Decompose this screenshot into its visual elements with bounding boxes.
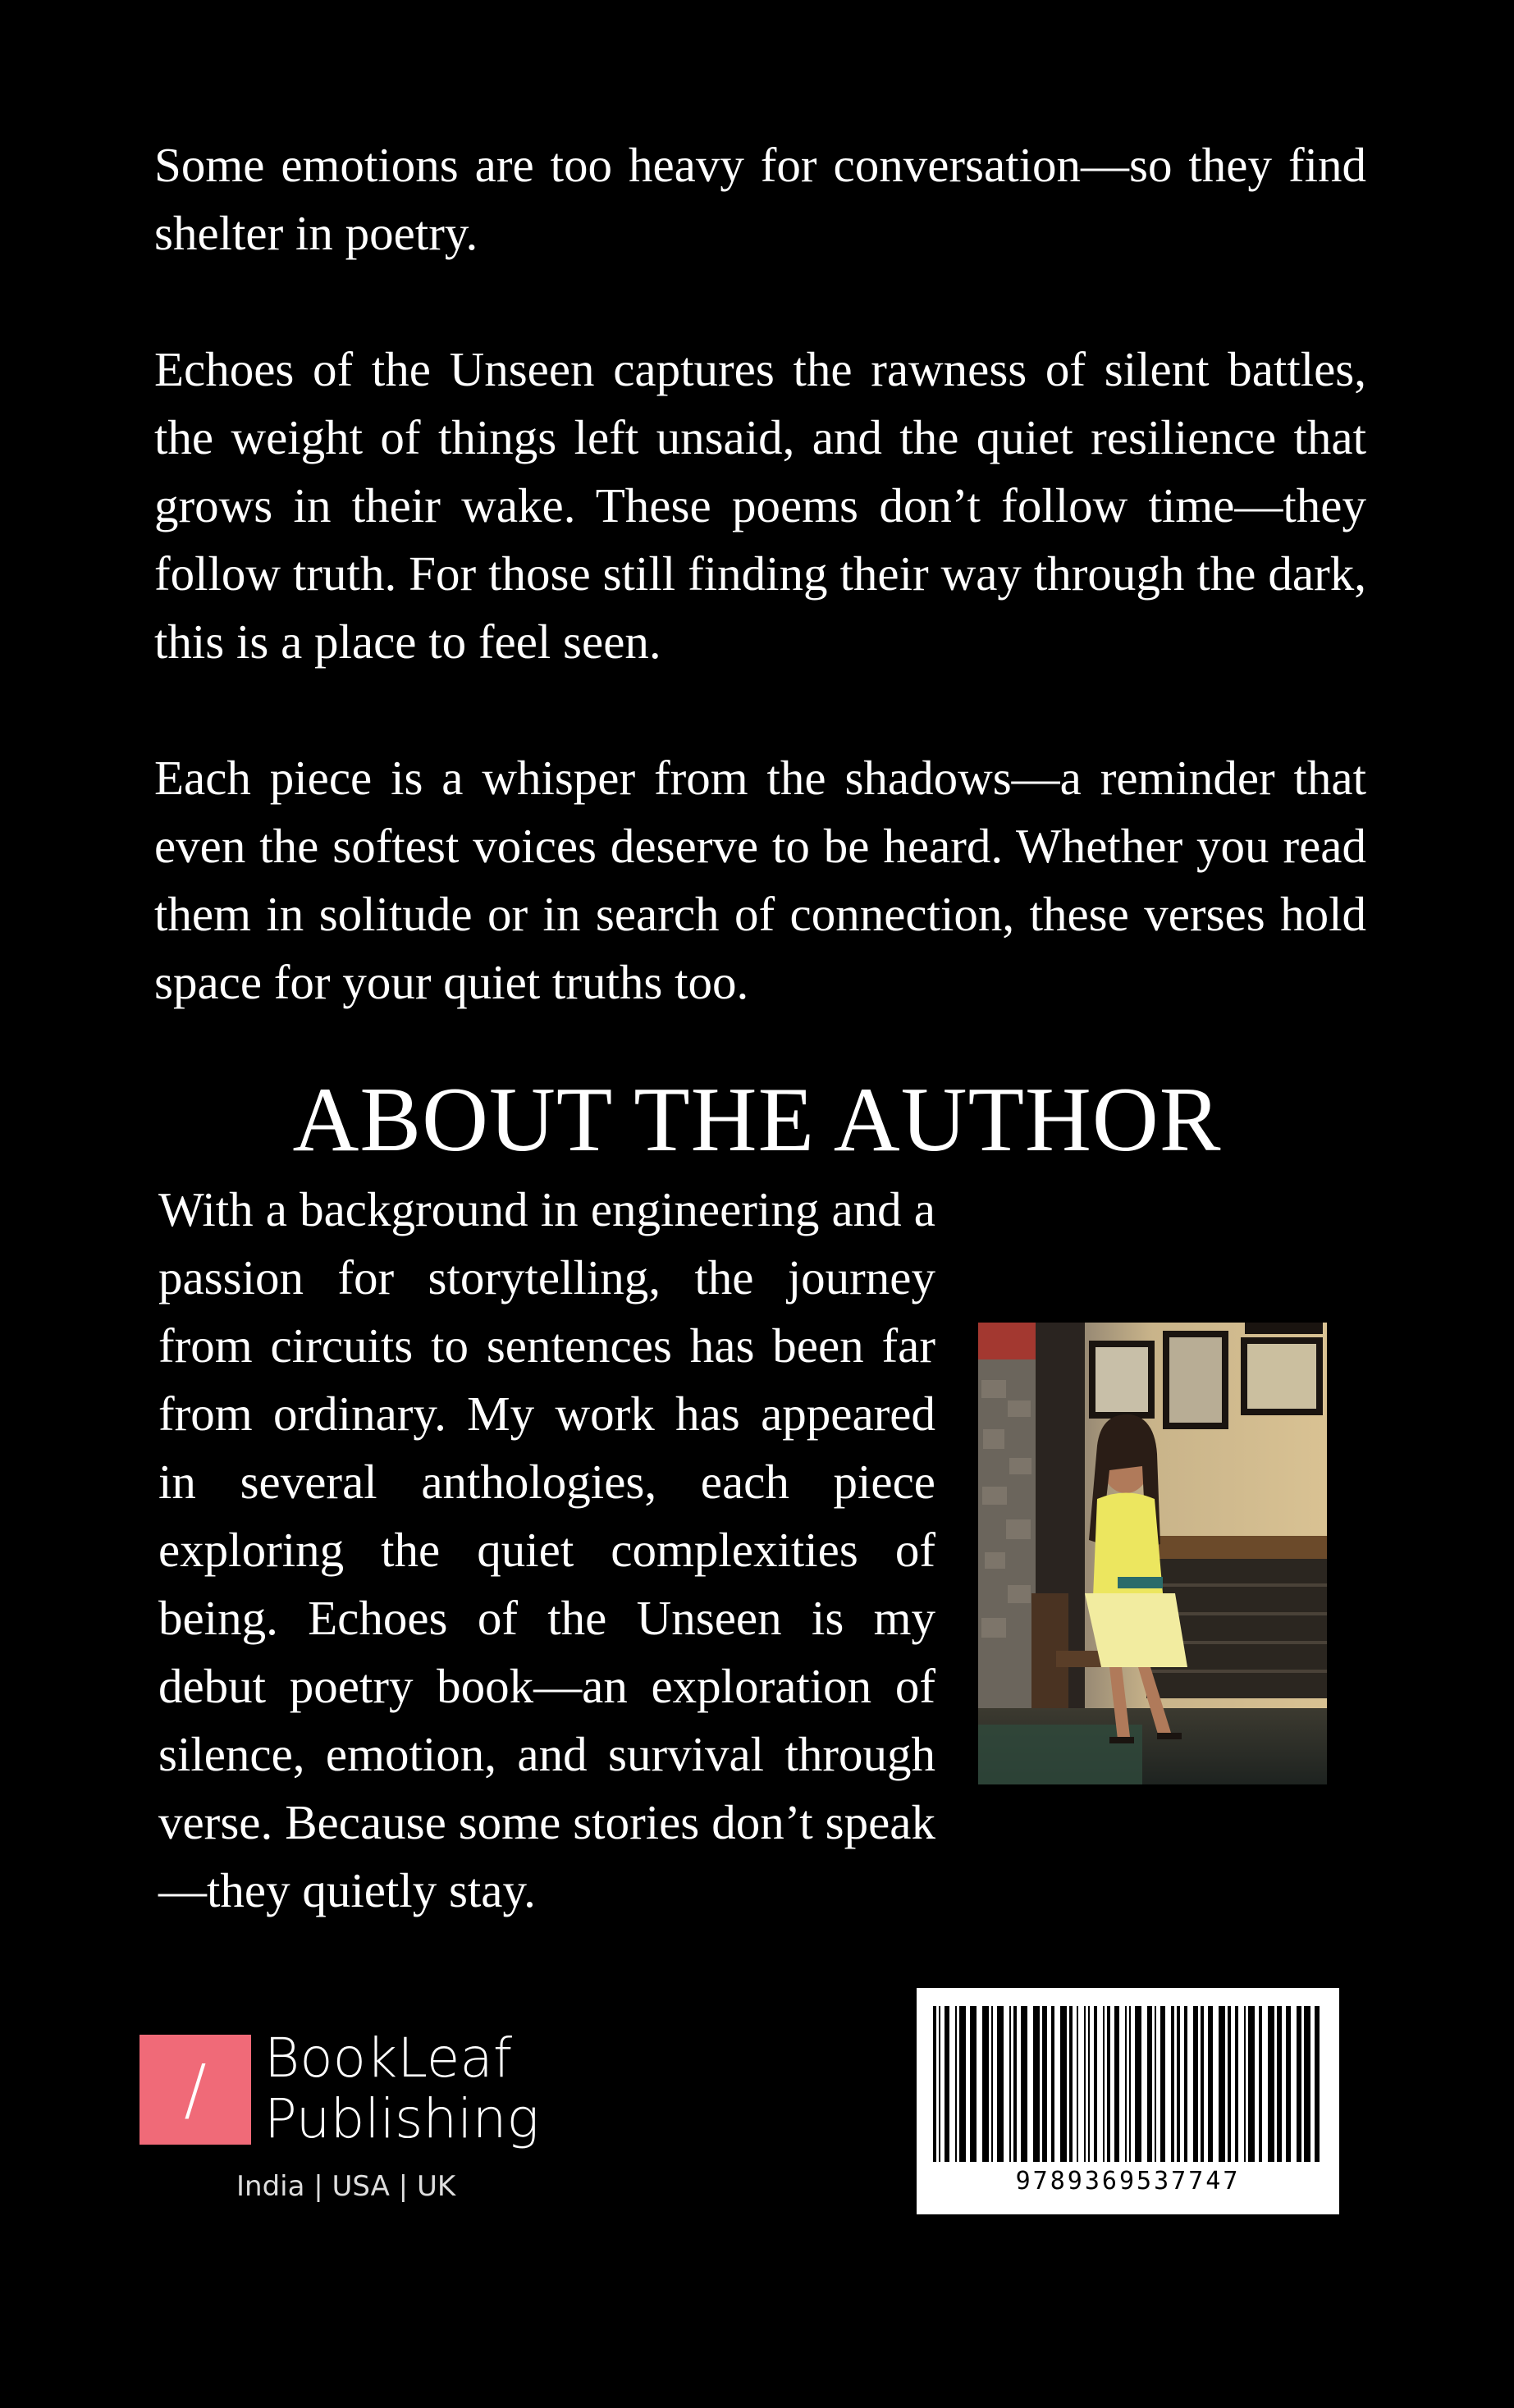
barcode-bars [933, 2006, 1323, 2162]
barcode-bar [1051, 2006, 1054, 2162]
barcode-bar [1208, 2006, 1213, 2162]
barcode-bar [1114, 2006, 1119, 2162]
barcode-bar [933, 2006, 936, 2162]
barcode-bar [1244, 2006, 1246, 2162]
barcode-bar [1077, 2006, 1078, 2162]
author-photo-illustration [978, 1323, 1327, 1784]
publisher-logo-mark [140, 2035, 251, 2145]
barcode-bar [1155, 2006, 1156, 2162]
barcode-bar [1084, 2006, 1086, 2162]
logo-slash: / [184, 2050, 207, 2129]
barcode-bar [991, 2006, 993, 2162]
barcode-bar [939, 2006, 940, 2162]
author-photo [978, 1323, 1327, 1784]
blurb-paragraph-3: Each piece is a whisper from the shadows—a reminder that even the softest voices deserve to be heard. Whether you read them in solitude or in search of connection, these verses hold space for your quiet truths too. [154, 751, 1366, 1009]
barcode-bar [1235, 2006, 1238, 2162]
barcode-bar [1069, 2006, 1073, 2162]
barcode-bar [1201, 2006, 1204, 2162]
barcode-bar [1315, 2006, 1320, 2162]
barcode-bar [1021, 2006, 1027, 2162]
barcode-bar [1147, 2006, 1152, 2162]
barcode-bar [1135, 2006, 1141, 2162]
publisher-name [264, 2028, 539, 2150]
barcode-bar [1042, 2006, 1047, 2162]
barcode-bar [955, 2006, 957, 2162]
barcode-bar [970, 2006, 977, 2162]
barcode-bar [1304, 2006, 1310, 2162]
barcode-bar [1268, 2006, 1274, 2162]
barcode-bar [997, 2006, 1004, 2162]
barcode-bar [1013, 2006, 1017, 2162]
barcode-bar [1103, 2006, 1105, 2162]
barcode-bar [1060, 2006, 1067, 2162]
barcode-bar [945, 2006, 949, 2162]
barcode-bar [1129, 2006, 1131, 2162]
author-bio: With a background in engineering and a passion for storytelling, the journey from circuits to sentences has been far from ordinary. My work has appeared in several anthologies, each piece exploring the quiet complexities of being. Echoes of the Unseen is my debut poetry book—an exploration of silence, emotion, and survival through verse. Because some stories don’t speak—they quietly stay. [158, 1182, 935, 1917]
barcode-bar [1286, 2006, 1291, 2162]
barcode-bar [1219, 2006, 1225, 2162]
blurb-paragraph-2: Echoes of the Unseen captures the rawness of silent battles, the weight of things left unsaid, and the quiet resilience that grows in their wake. These poems don’t follow time—they follow truth. For those still finding their way through the dark, this is a place to feel seen. [154, 342, 1366, 669]
barcode-bar [1248, 2006, 1255, 2162]
barcode-bar [1171, 2006, 1174, 2162]
publisher-regions: India | USA | UK [236, 2170, 456, 2203]
isbn-number: 9789369537747 [1015, 2167, 1241, 2196]
barcode-bar [982, 2006, 989, 2162]
barcode-bar [1184, 2006, 1187, 2162]
barcode-bar [1094, 2006, 1097, 2162]
barcode-bar [1088, 2006, 1090, 2162]
publisher-logo [140, 2026, 566, 2215]
isbn-barcode [917, 1988, 1339, 2214]
publisher-name-line2: Publishing [264, 2087, 540, 2150]
barcode-bar [1125, 2006, 1127, 2162]
barcode-bar [1193, 2006, 1198, 2162]
barcode-bar [1033, 2006, 1040, 2162]
barcode-bar [1107, 2006, 1110, 2162]
back-cover-blurb [154, 131, 1366, 1085]
blurb-paragraph-1: Some emotions are too heavy for conversation—so they find shelter in poetry. [154, 138, 1366, 260]
barcode-bar [1009, 2006, 1011, 2162]
barcode-bar [1277, 2006, 1282, 2162]
barcode-bar [1259, 2006, 1262, 2162]
barcode-bar [959, 2006, 966, 2162]
barcode-bar [1177, 2006, 1180, 2162]
about-author-heading: ABOUT THE AUTHOR [292, 1069, 1222, 1171]
barcode-bar [1160, 2006, 1165, 2162]
barcode-bar [1297, 2006, 1301, 2162]
barcode-bar [1228, 2006, 1231, 2162]
publisher-name-line1: BookLeaf [264, 2026, 513, 2090]
